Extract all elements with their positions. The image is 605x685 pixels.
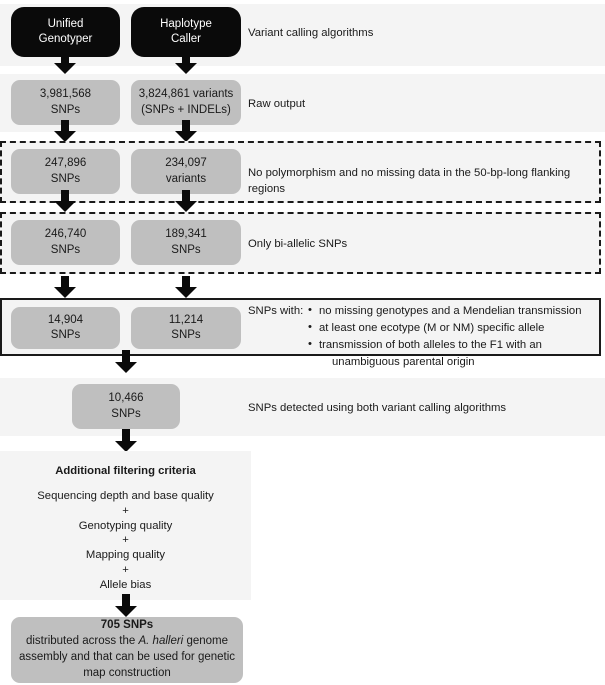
flanking-right-line1: 234,097 xyxy=(165,157,207,170)
arrow-head xyxy=(54,63,76,74)
node-flanking-left[interactable] xyxy=(11,149,120,194)
node-haplotype-caller[interactable] xyxy=(131,7,241,57)
bullet-3-text: transmission of both alleles to the F1 with an xyxy=(319,339,542,352)
raw-left-line2: SNPs xyxy=(50,103,81,116)
node-biallelic-right[interactable] xyxy=(131,220,241,265)
node-unified-genotyper-text xyxy=(34,17,98,47)
arrow-biallelic-to-snpswith-right xyxy=(175,276,197,298)
snpswith-left-line1: 14,904 xyxy=(47,313,84,326)
arrow-flanking-to-biallelic-left xyxy=(54,190,76,212)
filter-criterion: Mapping quality xyxy=(85,549,166,562)
raw-right-line1: 3,824,861 variants xyxy=(138,88,234,101)
snpswith-right-line1: 11,214 xyxy=(168,313,204,326)
haplotype-caller-line2: Caller xyxy=(170,33,202,45)
annotation-raw-output: Raw output xyxy=(248,98,306,110)
final-species-name: A. halleri xyxy=(138,635,184,648)
list-item xyxy=(308,303,598,320)
arrow-head xyxy=(54,287,76,298)
node-final-snps[interactable] xyxy=(11,617,243,683)
arrow-head xyxy=(175,201,197,212)
node-flanking-left-text xyxy=(40,156,92,186)
arrow-raw-to-flanking-left xyxy=(54,120,76,142)
node-flanking-right[interactable] xyxy=(131,149,241,194)
arrow-flanking-to-biallelic-right xyxy=(175,190,197,212)
unified-genotyper-line2: Genotyper xyxy=(38,33,93,45)
list-item xyxy=(308,320,598,337)
filter-criterion: Sequencing depth and base quality xyxy=(37,489,214,502)
list-item xyxy=(308,337,598,371)
list-snps-with-criteria xyxy=(308,303,598,372)
node-haplotype-caller-text xyxy=(155,17,217,47)
merged-line2: SNPs xyxy=(111,407,141,420)
biallelic-right-line1: 189,341 xyxy=(165,228,207,241)
biallelic-right-line2: SNPs xyxy=(171,243,201,256)
arrow-algorithms-to-raw-left xyxy=(54,52,76,74)
arrow-biallelic-to-snpswith-left xyxy=(54,276,76,298)
filter-criterion: Genotyping quality xyxy=(78,519,173,532)
biallelic-left-line1: 246,740 xyxy=(44,228,87,241)
bullet-1-text: no missing genotypes and a Mendelian transmission xyxy=(319,305,582,317)
node-merged-snps-text xyxy=(103,391,148,421)
biallelic-left-line2: SNPs xyxy=(50,243,81,256)
node-flanking-right-text xyxy=(160,156,212,186)
block-additional-filtering xyxy=(0,466,251,592)
snpswith-left-line2: SNPs xyxy=(50,329,81,341)
node-biallelic-right-text xyxy=(160,227,212,257)
haplotype-caller-line1: Haplotype xyxy=(160,17,212,30)
annotation-algorithms: Variant calling algorithms xyxy=(248,27,374,39)
node-raw-output-left-text xyxy=(35,87,96,117)
bullet-2-text: at least one ecotype (M or NM) specific allele xyxy=(319,322,545,335)
arrow-head xyxy=(115,362,137,373)
snpswith-right-line2: SNPs xyxy=(171,329,201,341)
arrow-filtering-to-final xyxy=(115,594,137,618)
filter-separator: + xyxy=(122,504,129,517)
node-raw-output-right[interactable] xyxy=(131,80,241,125)
annotation-biallelic: Only bi-allelic SNPs xyxy=(248,238,348,250)
node-merged-snps[interactable] xyxy=(72,384,180,429)
node-raw-output-right-text xyxy=(134,87,239,117)
annotation-flanking: No polymorphism and no missing data in the 50-bp-long flanking regions xyxy=(248,167,571,196)
node-final-snps-text xyxy=(14,618,240,681)
flanking-right-line2: variants xyxy=(165,172,207,185)
merged-line1: 10,466 xyxy=(108,392,144,405)
node-snps-with-left[interactable] xyxy=(11,307,120,349)
arrow-snpswith-to-merged xyxy=(115,350,137,374)
flanking-left-line2: SNPs xyxy=(50,172,81,185)
node-biallelic-left[interactable] xyxy=(11,220,120,265)
filter-criterion: Allele bias xyxy=(99,579,152,592)
label-snps-with: SNPs with: xyxy=(248,305,304,317)
final-title: 705 SNPs xyxy=(100,619,154,632)
annotation-merged: SNPs detected using both variant calling algorithms xyxy=(248,402,507,414)
arrow-algorithms-to-raw-right xyxy=(175,52,197,74)
node-snps-with-right[interactable] xyxy=(131,307,241,349)
node-unified-genotyper[interactable] xyxy=(11,7,120,57)
raw-right-line2: (SNPs + INDELs) xyxy=(141,103,231,116)
node-snps-with-left-text xyxy=(43,313,88,343)
arrow-head xyxy=(115,606,137,617)
flanking-left-line1: 247,896 xyxy=(44,157,87,170)
arrow-raw-to-flanking-right xyxy=(175,120,197,142)
final-line1-part-b: genome xyxy=(183,635,229,648)
unified-genotyper-line1: Unified xyxy=(47,17,84,30)
arrow-head xyxy=(175,287,197,298)
filtering-title: Additional filtering criteria xyxy=(55,465,196,477)
arrow-merged-to-filtering xyxy=(115,429,137,453)
arrow-head xyxy=(54,201,76,212)
bullet-3-continuation: unambiguous parental origin xyxy=(332,356,475,369)
final-line3: map construction xyxy=(83,666,171,679)
node-biallelic-left-text xyxy=(40,227,92,257)
node-snps-with-right-text xyxy=(164,313,208,343)
filter-separator: + xyxy=(122,534,129,547)
final-line1-part-a: distributed across the xyxy=(25,635,139,648)
filter-separator: + xyxy=(122,564,129,577)
arrow-head xyxy=(175,63,197,74)
raw-left-line1: 3,981,568 xyxy=(39,88,92,101)
node-raw-output-left[interactable] xyxy=(11,80,120,125)
final-line2: assembly and that can be used for genetic xyxy=(18,651,236,663)
